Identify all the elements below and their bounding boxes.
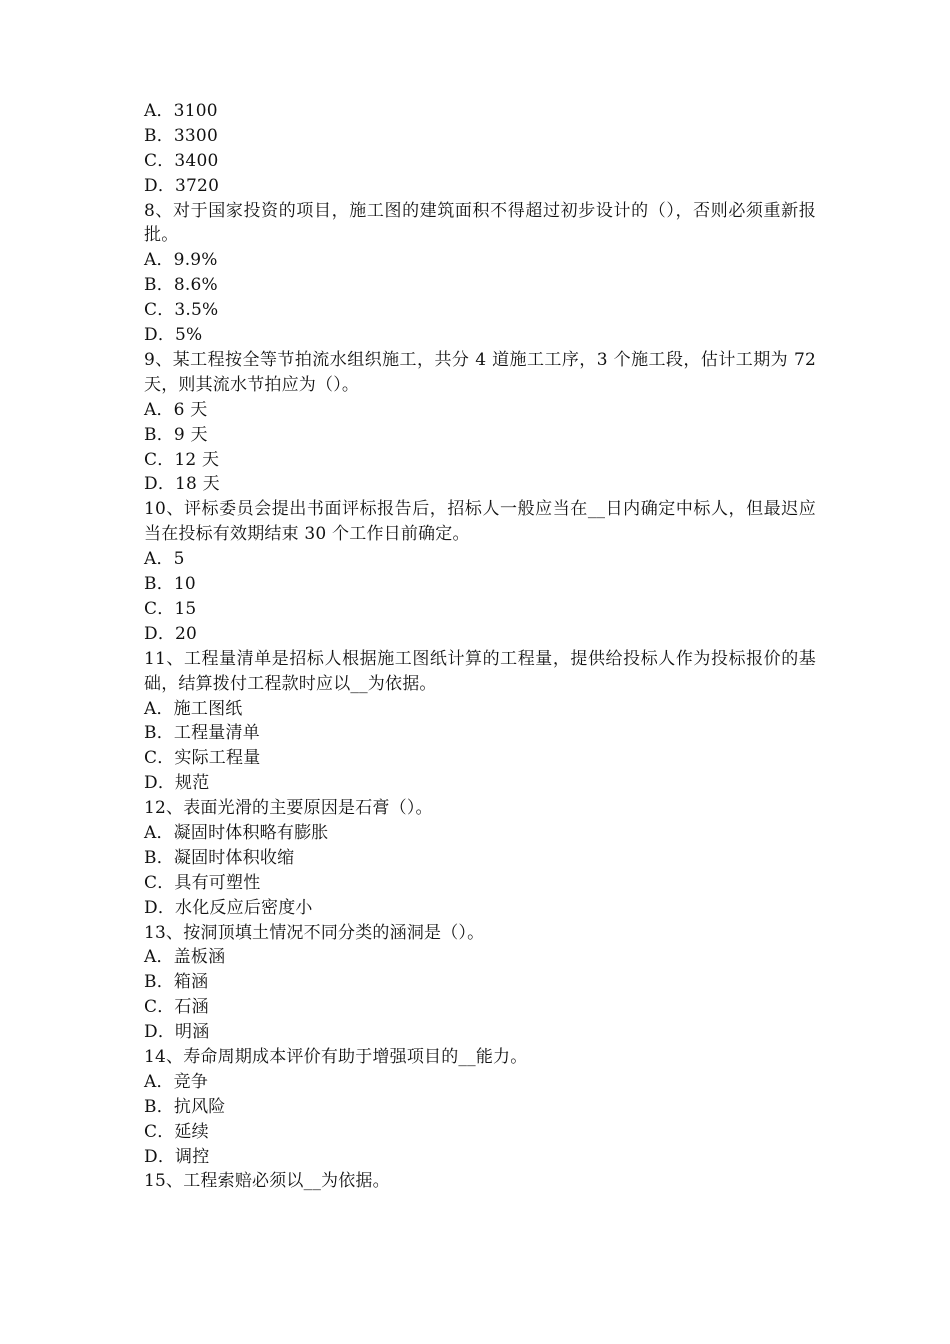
option-line: B．8.6% — [144, 275, 218, 296]
option-line: C．15 — [144, 598, 197, 619]
option-line: D．5% — [144, 325, 203, 346]
option-line: C．延续 — [144, 1121, 209, 1142]
option-line: B．9 天 — [144, 424, 208, 445]
option-line: A．9.9% — [144, 250, 218, 271]
question-text: 15、工程索赔必须以__为依据。 — [144, 1171, 390, 1192]
option-line: A．盖板涵 — [144, 947, 226, 968]
question-text: 14、寿命周期成本评价有助于增强项目的__能力。 — [144, 1046, 528, 1067]
option-line: D．3720 — [144, 175, 220, 196]
option-line: D．水化反应后密度小 — [144, 897, 313, 918]
question-text: 12、表面光滑的主要原因是石膏（）。 — [144, 798, 433, 819]
option-line: A．施工图纸 — [144, 698, 243, 719]
option-line: C．3.5% — [144, 300, 219, 321]
option-line: C．3400 — [144, 150, 219, 171]
question-text: 9、某工程按全等节拍流水组织施工，共分 4 道施工工序，3 个施工段，估计工期为 72 天，则其流水节拍应为（）。 — [144, 349, 816, 395]
question-text: 11、工程量清单是招标人根据施工图纸计算的工程量，提供给投标人作为投标报价的基础，结算拨付工程款时应以__为依据。 — [144, 648, 816, 694]
option-line: A．凝固时体积略有膨胀 — [144, 822, 329, 843]
option-line: B．抗风险 — [144, 1096, 226, 1117]
question-text: 10、评标委员会提出书面评标报告后，招标人一般应当在__日内确定中标人，但最迟应当在投标有效期结束 30 个工作日前确定。 — [144, 499, 816, 545]
option-line: A．竞争 — [144, 1071, 209, 1092]
option-line: D．调控 — [144, 1146, 210, 1167]
option-line: B．10 — [144, 574, 196, 595]
option-line: A．3100 — [144, 101, 218, 121]
option-line: D．规范 — [144, 773, 210, 794]
option-line: B．工程量清单 — [144, 723, 260, 744]
question-text: 13、按洞顶填土情况不同分类的涵洞是（）。 — [144, 922, 485, 943]
option-line: D．18 天 — [144, 474, 220, 495]
option-line: B．3300 — [144, 125, 218, 146]
option-line: C．12 天 — [144, 449, 220, 470]
option-line: C．实际工程量 — [144, 748, 261, 769]
option-line: B．凝固时体积收缩 — [144, 847, 295, 868]
option-line: B．箱涵 — [144, 972, 209, 993]
option-line: A．6 天 — [144, 399, 208, 420]
option-line: D．20 — [144, 623, 198, 644]
document-page — [144, 99, 816, 1194]
question-text: 8、对于国家投资的项目，施工图的建筑面积不得超过初步设计的（），否则必须重新报批。 — [144, 200, 816, 246]
option-line: D．明涵 — [144, 1022, 210, 1043]
option-line: C．具有可塑性 — [144, 872, 261, 893]
option-line: C．石涵 — [144, 997, 209, 1018]
option-line: A．5 — [144, 549, 185, 570]
